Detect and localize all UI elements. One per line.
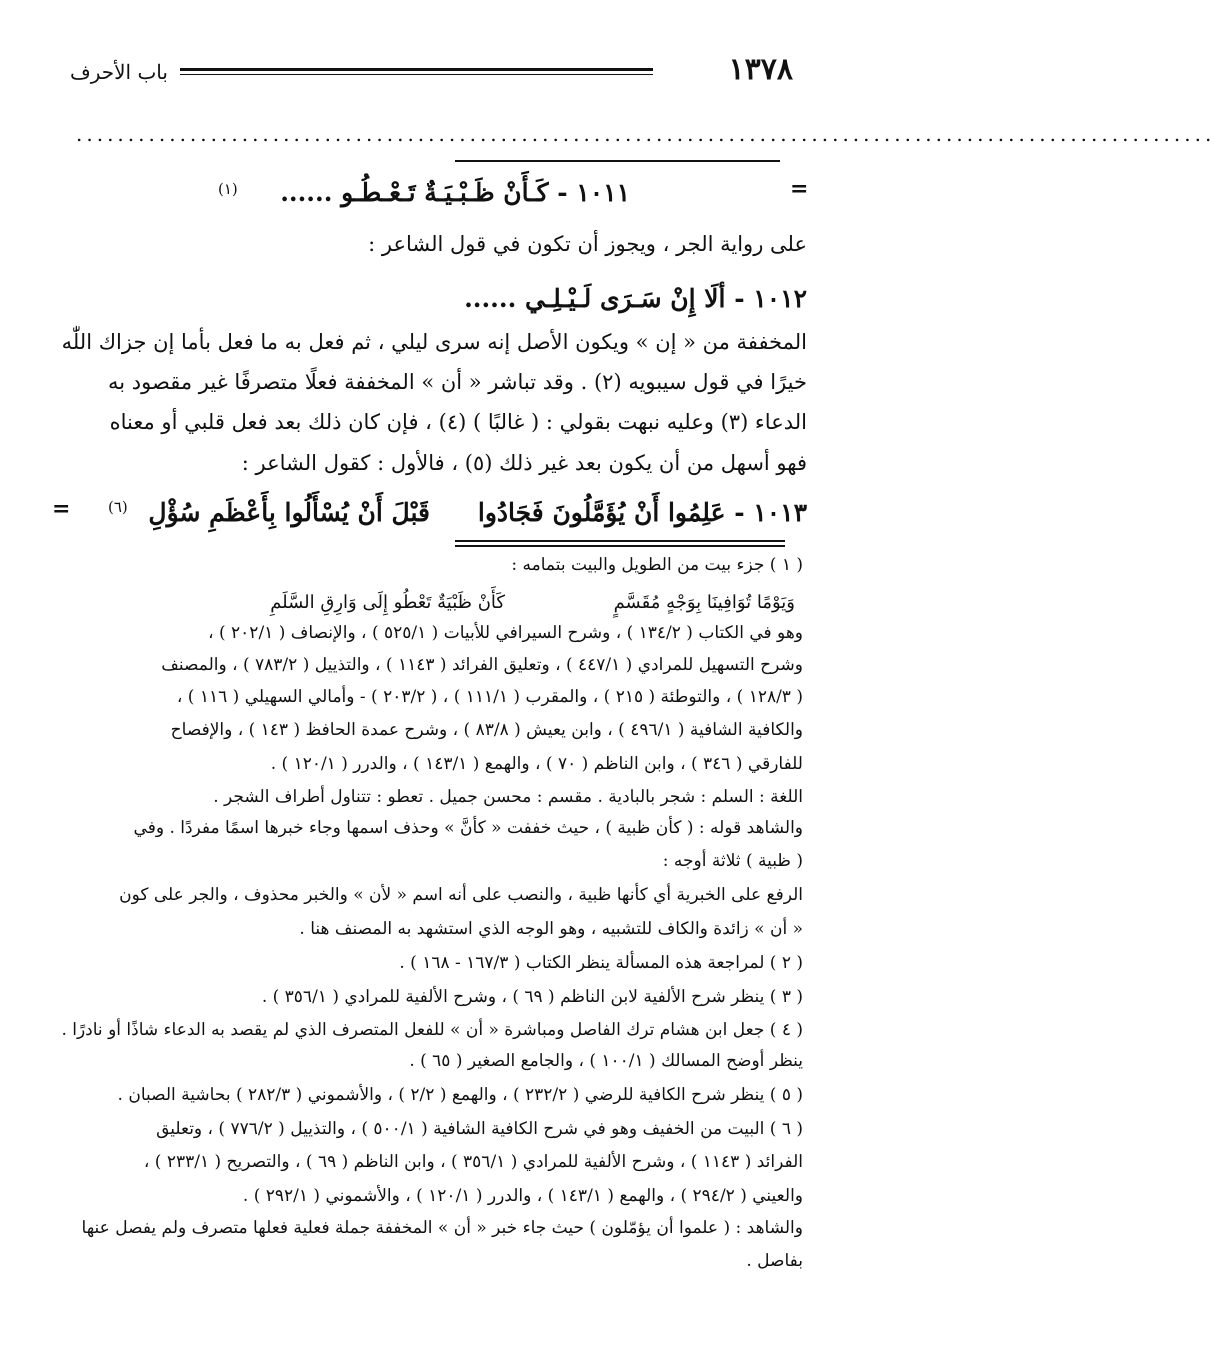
footnote-verse-second-half: كَأَنْ ظَبْيَةٌ تَعْطُو إِلَى وَارِقِ السَّلَمِ: [270, 592, 505, 613]
footnote-6: ( ٦ ) البيت من الخفيف وهو في شرح الكافية الشافية ( ٥٠٠/١ ) ، والتذييل ( ٧٧٦/٢ ) ، وتعليق: [156, 1119, 803, 1139]
verse-1013-second-half: قَبْلَ أَنْ يُسْأَلُوا بِأَعْظَمِ سُؤْلِ: [148, 498, 430, 527]
verse-1013-first-half: ١٠١٣ - عَلِمُوا أَنْ يُؤَمَّلُونَ فَجَادُوا: [477, 498, 807, 527]
footnote-2: ( ٢ ) لمراجعة هذه المسألة ينظر الكتاب ( ١٦٧/٣ - ١٦٨ ) .: [399, 953, 803, 973]
chapter-title: باب الأحرف: [70, 60, 168, 84]
footnote-3: ( ٣ ) ينظر شرح الألفية لابن الناظم ( ٦٩ ) ، وشرح الألفية للمرادي ( ٣٥٦/١ ) .: [261, 987, 803, 1007]
footnote-5: ( ٥ ) ينظر شرح الكافية للرضي ( ٢٣٢/٢ ) ، والهمع ( ٢/٢ ) ، والأشموني ( ٢٨٢/٣ ) بحاشية الصبان .: [117, 1085, 803, 1105]
footnote-line: بفاصل .: [746, 1251, 803, 1271]
header-rule: [180, 68, 653, 71]
footnote-line: والشاهد قوله : ( كأن ظبية ) ، حيث خففت « كأنَّ » وحذف اسمها وجاء خبرها اسمًا مفردًا . وفي: [133, 818, 803, 838]
footnote-line: وشرح التسهيل للمرادي ( ٤٤٧/١ ) ، وتعليق الفرائد ( ١١٤٣ ) ، والتذييل ( ٧٨٣/٢ ) ، والمصنف: [161, 655, 803, 675]
footnote-line: ينظر أوضح المسالك ( ١٠٠/١ ) ، والجامع الصغير ( ٦٥ ) .: [409, 1051, 803, 1071]
footnote-line: والكافية الشافية ( ٤٩٦/١ ) ، وابن يعيش ( ٨٣/٨ ) ، وشرح عمدة الحافظ ( ١٤٣ ) ، والإفصاح: [170, 720, 803, 740]
footnote-rule-thin: [455, 545, 785, 547]
footnote-verse-first-half: وَيَوْمًا تُوَافِينَا بِوَجْهٍ مُقَسَّمٍ: [613, 592, 795, 613]
footnote-line: ( ظبية ) ثلاثة أوجه :: [662, 851, 803, 871]
verse-1011-text: ١٠١١ - كَـأَنْ ظَـبْـيَـةٌ تَـعْـطُـو ......: [280, 178, 630, 207]
body-line-5: فهو أسهل من أن يكون بعد غير ذلك (٥) ، فالأول : كقول الشاعر :: [241, 451, 807, 475]
verse-1011: [280, 178, 630, 207]
footnote-rule: [455, 540, 785, 542]
footnote-line: الرفع على الخبرية أي كأنها ظبية ، والنصب على أنه اسم « لأن » والخبر محذوف ، والجر على كون: [119, 885, 803, 905]
continuation-mark: =: [790, 176, 809, 202]
footnote-line: والشاهد : ( علموا أن يؤمّلون ) حيث جاء خبر « أن » المخففة جملة فعلية فعلها متصرف ولم يفصل عنها: [81, 1218, 803, 1238]
footnote-line: « أن » زائدة والكاف للتشبيه ، وهو الوجه الذي استشهد به المصنف هنا .: [299, 919, 803, 939]
footnote-line: اللغة : السلم : شجر بالبادية . مقسم : محسن جميل . تعطو : تتناول أطراف الشجر .: [213, 787, 803, 807]
footnote-4: ( ٤ ) جعل ابن هشام ترك الفاصل ومباشرة « أن » للفعل المتصرف الذي لم يقصد به الدعاء شاذًا أو نادرًا .: [61, 1020, 803, 1040]
body-line-3: خيرًا في قول سيبويه (٢) . وقد تباشر « أن » المخففة فعلًا متصرفًا غير مقصود به: [108, 370, 807, 394]
footnote-line: والعيني ( ٢٩٤/٢ ) ، والهمع ( ١٤٣/١ ) ، والدرر ( ١٢٠/١ ) ، والأشموني ( ٢٩٢/١ ) .: [242, 1186, 803, 1206]
header-rule-thin: [180, 74, 653, 75]
footnote-line: للفارقي ( ٣٤٦ ) ، وابن الناظم ( ٧٠ ) ، والهمع ( ١٤٣/١ ) ، والدرر ( ١٢٠/١ ) .: [270, 754, 803, 774]
verse-1012: ١٠١٢ - ألَا إِنْ سَـرَى لَـيْـلِـي ......: [464, 284, 807, 313]
body-line-2: المخففة من « إن » ويكون الأصل إنه سرى ليلي ، ثم فعل به ما فعل بأما إن جزاك اللّٰه: [61, 330, 807, 354]
page-number: ١٣٧٨: [728, 52, 793, 87]
body-line-1: على رواية الجر ، ويجوز أن تكون في قول الشاعر :: [368, 232, 807, 256]
footnote-line: الفرائد ( ١١٤٣ ) ، وشرح الألفية للمرادي ( ٣٥٦/١ ) ، وابن الناظم ( ٦٩ ) ، والتصريح ( ٢٣٣/١ ) ،: [143, 1152, 803, 1172]
footnote-line: ( ١٢٨/٣ ) ، والتوطئة ( ٢١٥ ) ، والمقرب ( ١١١/١ ) ، ( ٢٠٣/٢ ) - وأمالي السهيلي ( ١١٦ ) ،: [176, 687, 803, 707]
dotted-separator: ..............................................................................................................: [76, 122, 1215, 146]
footnote-line: وهو في الكتاب ( ١٣٤/٢ ) ، وشرح السيرافي للأبيات ( ٥٢٥/١ ) ، والإنصاف ( ٢٠٢/١ ) ،: [208, 623, 803, 643]
continuation-mark-2: =: [52, 496, 71, 522]
footnote-1-intro: ( ١ ) جزء بيت من الطويل والبيت بتمامه :: [511, 555, 803, 575]
footnote-ref-1: (١): [218, 180, 238, 198]
body-line-4: الدعاء (٣) وعليه نبهت بقولي : ( غالبًا ) (٤) ، فإن كان ذلك بعد فعل قلبي أو معناه: [109, 410, 807, 434]
footnote-ref-6: (٦): [108, 498, 128, 516]
separator-line: [455, 160, 780, 162]
